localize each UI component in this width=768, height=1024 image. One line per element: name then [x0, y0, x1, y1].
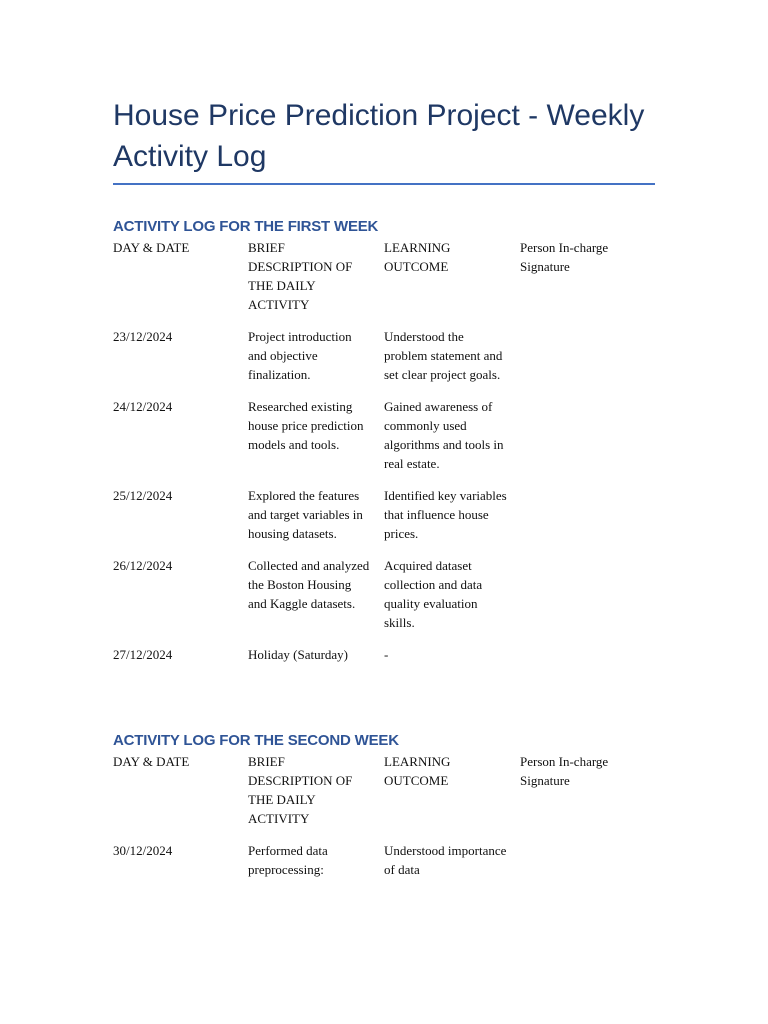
row-activity: Holiday (Saturday): [248, 647, 349, 662]
table-row: [113, 645, 655, 677]
row-outcome: Understood importance of data: [384, 843, 507, 877]
header-learning-outcome: LEARNING OUTCOME: [384, 240, 451, 274]
row-outcome: -: [384, 647, 389, 662]
week2-heading: ACTIVITY LOG FOR THE SECOND WEEK: [113, 732, 399, 749]
week2-section: [113, 730, 655, 892]
table-row: [113, 327, 655, 397]
row-activity: Collected and analyzed the Boston Housing and Kaggle datasets.: [248, 558, 370, 611]
row-date: 25/12/2024: [113, 488, 173, 503]
row-date: 27/12/2024: [113, 647, 173, 662]
row-activity: Performed data preprocessing:: [248, 843, 328, 877]
row-activity: Explored the features and target variables in housing datasets.: [248, 488, 363, 541]
row-signature: [520, 556, 655, 645]
header-learning-outcome: LEARNING OUTCOME: [384, 754, 451, 788]
header-day-date: DAY & DATE: [113, 754, 190, 769]
week1-activity-table: [113, 238, 655, 677]
header-day-date: DAY & DATE: [113, 240, 190, 255]
table-row: [113, 841, 655, 892]
row-signature: [520, 486, 655, 556]
table-row: [113, 556, 655, 645]
week1-heading: ACTIVITY LOG FOR THE FIRST WEEK: [113, 218, 379, 235]
row-activity: Researched existing house price prediction models and tools.: [248, 399, 364, 452]
header-signature: Person In-charge Signature: [520, 240, 609, 274]
row-outcome: Understood the problem statement and set clear project goals.: [384, 329, 503, 382]
row-activity: Project introduction and objective finalization.: [248, 329, 352, 382]
week1-section: [113, 216, 655, 677]
table-row: [113, 486, 655, 556]
row-date: 26/12/2024: [113, 558, 173, 573]
page-title: House Price Prediction Project - Weekly Activity Log: [113, 95, 655, 185]
row-outcome: Acquired dataset collection and data quality evaluation skills.: [384, 558, 483, 630]
document-page: [113, 0, 655, 892]
table-header-row: [113, 752, 655, 841]
header-description: BRIEF DESCRIPTION OF THE DAILY ACTIVITY: [248, 240, 353, 312]
row-outcome: Identified key variables that influence house prices.: [384, 488, 507, 541]
row-date: 30/12/2024: [113, 843, 173, 858]
table-header-row: [113, 238, 655, 327]
row-signature: [520, 841, 655, 892]
row-signature: [520, 397, 655, 486]
week2-activity-table: [113, 752, 655, 892]
header-signature: Person In-charge Signature: [520, 754, 609, 788]
row-date: 24/12/2024: [113, 399, 173, 414]
table-row: [113, 397, 655, 486]
row-date: 23/12/2024: [113, 329, 173, 344]
header-description: BRIEF DESCRIPTION OF THE DAILY ACTIVITY: [248, 754, 353, 826]
row-outcome: Gained awareness of commonly used algorithms and tools in real estate.: [384, 399, 504, 471]
row-signature: [520, 327, 655, 397]
row-signature: [520, 645, 655, 677]
